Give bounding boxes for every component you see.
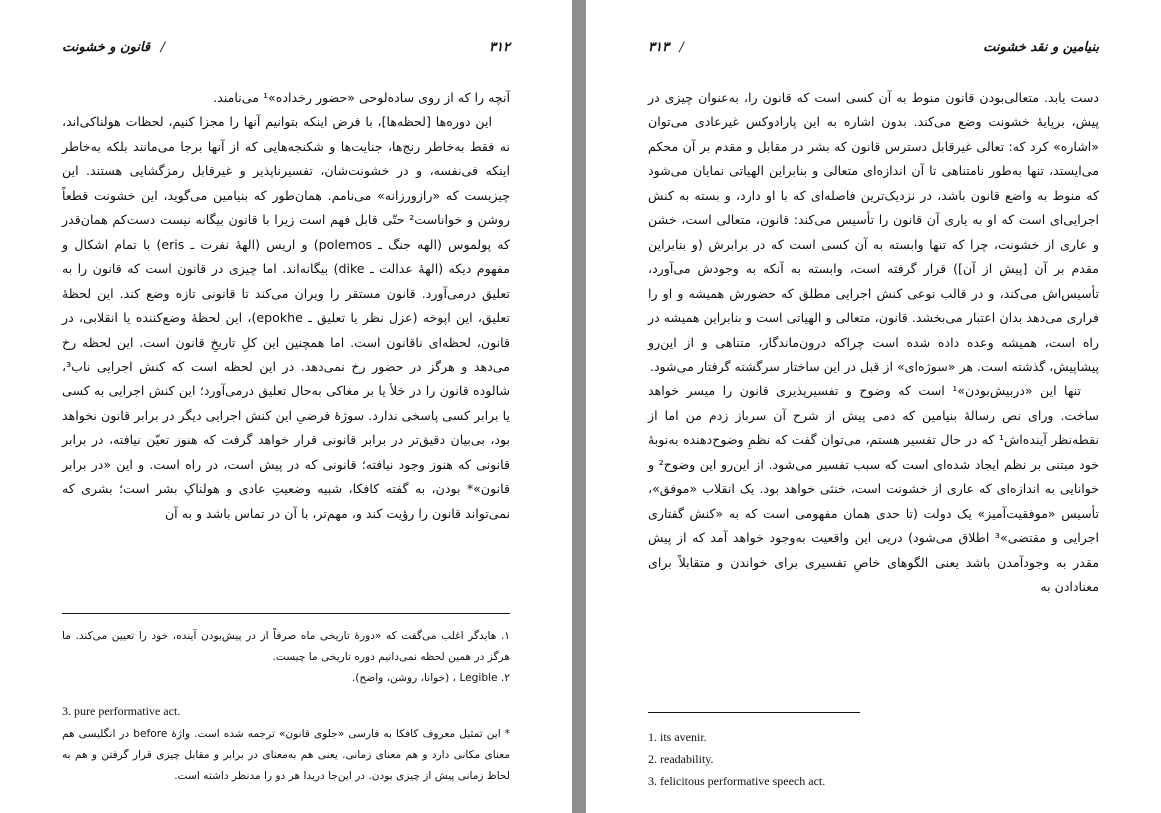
- left-body-text: [62, 86, 510, 526]
- footnote-divider: [648, 712, 860, 713]
- right-body-text: [648, 86, 1099, 600]
- header-separator: /: [160, 39, 166, 55]
- right-page: [586, 0, 1161, 813]
- paragraph: دست یابد. متعالی‌بودن قانون منوط به آن کسی است که قانون را، به‌عنوان چیزی در پیش، برپایهٔ خشونت وضع می‌کند. بدون اشاره به این پارادوکس غیرعادی می‌توان «اشاره» کرد که: تعالی غیرقابل دسترس قانون که بشر در مقابل و مقدم بر آن محکم می‌ایستد، تنها به‌طور نامتناهی تا آن اندازه‌ای متعالی و بنابراین الهیاتی نمایان می‌شود که منوط به واضع قانون باشد، در نزدیک‌ترین فاصله‌ای که با او دارد، و بسته به کنش اجرایی‌ای است که او به یاری آن قانون را تأسیس می‌کند: قانون، متعالی است، خشن و عاری از خشونت، چرا که تنها وابسته به آن کسی است که در برابرش (و بنابراین مقدم بر آن [پیش از آن]) قرار گرفته است، وابسته به آنکه به وجودش می‌آورد، تأسیس‌اش می‌کند، و در قالب نوعی کنش اجرایی مطلق که حضورش همیشه و او را فراری می‌دهد بدان اعتبار می‌بخشد. قانون، متعالی و الهیاتی است و بنابراین همیشه در راه است، همیشه وعده داده شده است چراکه درون‌ماندگار، متناهی و از این‌رو پیشاپیش، گذشته است. هر «سوژه‌ای» از قبل در این ساختار سرگشته گرفتار می‌شود.: [648, 90, 1099, 374]
- paragraph: آنچه را که از روی ساده‌لوحی «حضور رخداده»¹ می‌نامند.: [213, 90, 510, 105]
- paragraph: این دوره‌ها [لحظه‌ها]، با فرض اینکه بتوانیم آنها را مجزا کنیم، لحظات هولناکی‌اند، نه فقط به‌خاطر رنج‌ها، جنایت‌ها و شکنجه‌هایی که از آنها برجا می‌مانند بلکه به‌خاطر اینکه فی‌نفسه، و در خشونت‌شان، تفسیرناپذیر و غیرقابل رمزگشایی هستند. این چیزیست که «رازورزانه» می‌نامم. همان‌طور که بنیامین می‌گوید، این خشونت قطعاً روشن و خواناست² حتّی قابل فهم است زیرا با قانون بیگانه نیست دست‌کم همان‌قدر که پولموس (الهه جنگ ـ polemos) و اریس (الههٔ نفرت ـ eris) با تمام اشکال و مفهوم دیکه (الههٔ عدالت ـ dike) بیگانه‌اند. اما چیزی در قانون است که قانون را به تعلیق درمی‌آورد. قانون مستقر را ویران می‌کند تا قانونی تازه وضع کند. این لحظهٔ تعلیق، این اپوخه (عزل نظر یا تعلیق ـ epokhe)، این لحظهٔ وضع‌کننده یا انقلابی، در قانون، لحظه‌ای ناقانون است. اما همچنین این کلِ تاریخِ قانون است. این لحظه رخ می‌دهد و هرگز در حضور رخ نمی‌دهد. در این لحظه است که کنش اجرایی ناب³، شالوده قانون را در خلأ یا بر مغاکی به‌حال تعلیق درمی‌آورد؛ این کنش اجرایی به کسی یا برابر کسی پاسخی ندارد. سوژهٔ فرضیِ این کنش اجرایی دیگر در برابر قانون نخواهد بود، بی‌بیان دقیق‌تر در برابر قانونی قرار خواهد گرفت که هنوز تعیّن نیافته، در برابر قانونی که هنوز وجود نیافته؛ قانونی که در پیش است، در راه است. و این «در برابر قانون»* بودن، به گفته کافکا، شبیه وضعیتِ عادی و هولناکِ بشر است؛ بشری که نمی‌تواند قانون را رؤیت کند و، مهم‌تر، با آن در تماس باشد و به آن: [62, 114, 510, 521]
- footnote-item: * این تمثیل معروف کافکا به فارسی «جلوی قانون» ترجمه شده است. واژهٔ before در انگلیسی هم معنای مکانی دارد و هم معنای زمانی. یعنی هم به‌معنای در برابر و مقابل چیزی قرار گرفتن و هم به لحاظ زمانی پیش از چیزی بودن. در این‌جا دریدا هر دو را مدنظر داشته است.: [62, 728, 510, 782]
- footnote-item: 3. felicitous performative speech act.: [648, 774, 826, 788]
- left-footnotes-ltr: [62, 700, 510, 722]
- right-running-title: بنیامین و نقد خشونت: [983, 39, 1099, 55]
- right-page-header: [648, 38, 1099, 56]
- footnote-item: ۱. هایدگر اغلب می‌گفت که «دورهٔ تاریخی ماه صرفاً از در پیش‌بودن آینده، خود را تعیین می‌کند. ما هرگز در همین لحظه نمی‌دانیم دوره تاریخی ما چیست.: [62, 630, 510, 663]
- left-page: [0, 0, 572, 813]
- left-footnotes-rtl: [62, 626, 510, 689]
- right-footnotes: [648, 726, 1099, 792]
- right-page-number: ۳۱۳: [648, 39, 669, 55]
- left-page-number: ۳۱۲: [489, 39, 510, 55]
- left-footnote-star: [62, 724, 510, 787]
- header-separator: /: [679, 39, 684, 55]
- paragraph: تنها این «دربیش‌بودن»¹ است که وضوح و تفسیرپذیری قانون را میسر خواهد ساخت. ورای نص رسالهٔ بنیامین که دمی پیش از شرح آن سرباز زدم من اما از نقطه‌نظر آینده‌اش¹ که در حال تفسیر هستم، می‌توان گفت که نظمِ وضوح‌دهنده به‌نوبهٔ خود مبتنی بر نظم ایجاد شده‌ای است که سبب تفسیر می‌شود. از این‌رو این وضوح² و خوانایی به اندازه‌ای که عاری از خشونت است، خنثی خواهد بود. یک انقلاب «موفق»، تأسیس «موفقیت‌آمیز» یک دولت (تا حدی همان مفهومی است که به «کنش گفتاری اجرایی و مقتضی»³ اطلاق می‌شود) دریی این واقعیت به‌وجود خواهد آمد که از پیش مقدر به وجودآمدن باشد یعنی الگوهای خاصِ تفسیری برای خواندن و متقابلاً برای معنادادن به: [648, 383, 1099, 595]
- footnote-item: 3. pure performative act.: [62, 704, 181, 718]
- footnote-item: ۲. Legible ، (خوانا، روشن، واضح).: [351, 672, 510, 684]
- footnote-item: 2. readability.: [648, 752, 714, 766]
- footnote-divider: [62, 613, 510, 614]
- footnote-item: 1. its avenir.: [648, 730, 707, 744]
- left-running-title: قانون و خشونت: [62, 39, 151, 55]
- left-page-header: [62, 38, 510, 56]
